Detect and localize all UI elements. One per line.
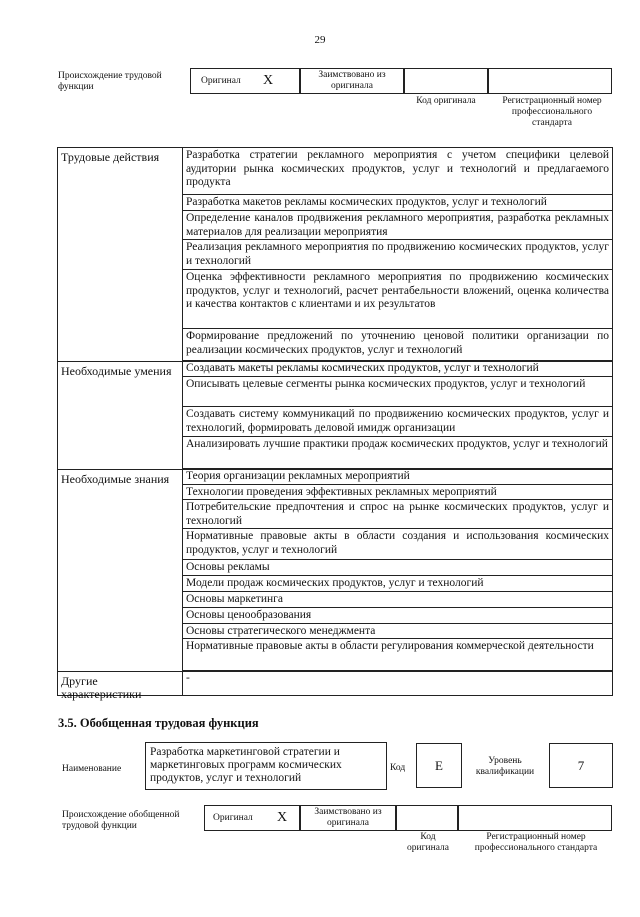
- code-value: E: [416, 743, 462, 788]
- labor-actions-label: Трудовые действия: [61, 150, 160, 164]
- origin-original-mark: X: [277, 810, 288, 825]
- level-label: Уровень квалификации: [475, 756, 535, 777]
- knowledge-4: Нормативные правовые акты в области создания и использования космических продуктов, услуг и технологий: [182, 529, 612, 560]
- origin-code-caption: Код оригинала: [416, 96, 476, 106]
- skill-3: Создавать систему коммуникаций по продвижению космических продуктов, услуг и технологий, формировать деловой имидж организации: [182, 407, 612, 437]
- labor-action-5: Оценка эффективности рекламного мероприятия по продвижению космических продуктов, услуг и технологий, расчет рентабельности вложений, оценка количества и качества контактов с клиентами и их результатов: [182, 270, 612, 329]
- labor-action-6: Формирование предложений по уточнению ценовой политики организации по реализации космических продуктов, услуг и технологий: [182, 329, 612, 361]
- labor-action-4: Реализация рекламного мероприятия по продвижению космических продуктов, услуг и технологий: [182, 240, 612, 270]
- section-title: 3.5. Обобщенная трудовая функция: [58, 716, 259, 730]
- name-label: Наименование: [62, 764, 122, 774]
- labor-action-1: Разработка стратегии рекламного мероприятия с учетом специфики целевой аудитории рынка космических продуктов, услуг и технологий и предлагаемого продукта: [182, 148, 612, 195]
- origin-original-cell: [190, 68, 300, 94]
- knowledge-3: Потребительские предпочтения и спрос на рынке космических продуктов, услуг и технологий: [182, 500, 612, 529]
- knowledge-10: Нормативные правовые акты в области регулирования коммерческой деятельности: [182, 639, 612, 671]
- level-value: 7: [549, 743, 613, 788]
- knowledge-9: Основы стратегического менеджмента: [182, 624, 612, 639]
- origin-reg-cell: [488, 68, 612, 94]
- knowledge-5: Основы рекламы: [182, 560, 612, 576]
- origin-borrowed-cell: [300, 805, 396, 831]
- knowledge-8: Основы ценообразования: [182, 608, 612, 624]
- origin-borrowed-label: Заимствовано из оригинала: [314, 807, 382, 828]
- labor-action-3: Определение каналов продвижения рекламного мероприятия, разработка рекламных материалов для реализации мероприятия: [182, 211, 612, 240]
- origin-original-label: Оригинал: [213, 813, 253, 823]
- origin-code-cell: [396, 805, 458, 831]
- other-value: -: [182, 671, 612, 695]
- origin-label: Происхождение трудовой функции: [58, 71, 162, 92]
- name-value: Разработка маркетинговой стратегии и маркетинговых программ космических продуктов, услуг и технологий: [145, 742, 387, 790]
- code-label: Код: [390, 763, 406, 773]
- other-label: Другие характеристики: [61, 674, 142, 701]
- skills-label: Необходимые умения: [61, 364, 172, 378]
- knowledge-6: Модели продаж космических продуктов, услуг и технологий: [182, 576, 612, 592]
- origin-reg-cell: [458, 805, 612, 831]
- origin-label: Происхождение обобщенной трудовой функции: [62, 810, 180, 831]
- origin-original-cell: [204, 805, 300, 831]
- origin-borrowed-cell: [300, 68, 404, 94]
- skill-4: Анализировать лучшие практики продаж космических продуктов, услуг и технологий: [182, 437, 612, 469]
- labor-action-2: Разработка макетов рекламы космических продуктов, услуг и технологий: [182, 195, 612, 211]
- page-number: 29: [314, 34, 326, 46]
- origin-code-caption: Код оригинала: [407, 832, 449, 853]
- knowledge-1: Теория организации рекламных мероприятий: [182, 469, 612, 485]
- origin-original-label: Оригинал: [201, 76, 241, 86]
- labor-function-table: [57, 147, 613, 701]
- origin-borrowed-label: Заимствовано из оригинала: [318, 70, 386, 91]
- origin-code-cell: [404, 68, 488, 94]
- skill-2: Описывать целевые сегменты рынка космических продуктов, услуг и технологий: [182, 377, 612, 407]
- knowledge-2: Технологии проведения эффективных рекламных мероприятий: [182, 485, 612, 500]
- origin-reg-caption: Регистрационный номер профессионального стандарта: [474, 832, 598, 853]
- knowledge-7: Основы маркетинга: [182, 592, 612, 608]
- origin-original-mark: X: [263, 73, 274, 88]
- knowledge-label: Необходимые знания: [61, 472, 170, 486]
- skill-1: Создавать макеты рекламы космических продуктов, услуг и технологий: [182, 361, 612, 377]
- origin-reg-caption: Регистрационный номер профессионального стандарта: [502, 96, 602, 128]
